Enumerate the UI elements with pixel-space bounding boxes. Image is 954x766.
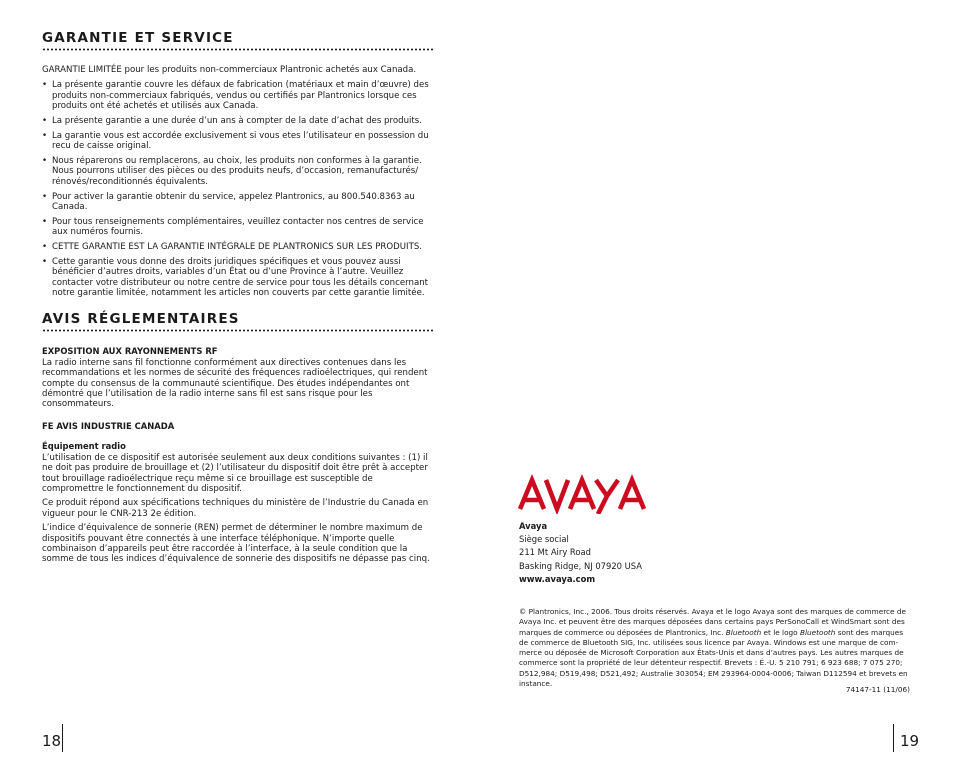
equipement-paragraph-2: Ce produit répond aux spécifications techniques du ministère de l’Industrie du Canada en vigueur pour le CNR-213 2e édition. <box>42 498 429 519</box>
page-divider-right <box>893 724 894 752</box>
avis-section <box>42 311 434 564</box>
logo-letter-v <box>546 480 568 509</box>
dotted-rule <box>42 329 434 332</box>
left-page <box>42 30 434 565</box>
rf-text: La radio interne sans fil fonctionne conformément aux directives contenues dans les recommandations et les normes de sécurité des fréquences radioélectriques, qui rendent compte du consensus de la communauté scientifique. Des études indépendantes ont démontré que l’utilisation de la radio interne sans fil est sans risque pour les consommateurs. <box>42 357 428 410</box>
avaya-logo-mark <box>520 480 644 514</box>
address-line: 211 Mt Airy Road <box>519 547 591 558</box>
website-link[interactable]: www.avaya.com <box>519 573 596 584</box>
avaya-logo <box>518 474 646 514</box>
list-item: • Nous réparerons ou remplacerons, au choix, les produits non conformes à la garantie. Nous pourrons utiliser des pièces ou des produits neufs, d’occasion, remanufacturés/ rénovés/reconditionnés équivalents. <box>42 156 422 187</box>
equipement-paragraph-1: L’utilisation de ce dispositif est autorisée seulement aux deux conditions suivantes : (1) il ne doit pas produire de brouillage et (2) l’utilisateur du dispositif doit être prêt à accepter tout brouillage radioélectrique reçu même si ce brouillage est susceptible de compromettre le fonctionnement du dispositif. <box>42 452 428 494</box>
page-divider-left <box>62 724 63 752</box>
address-line: Siège social <box>519 534 569 545</box>
logo-letter-y <box>596 480 618 514</box>
list-item: • La présente garantie a une durée d’un ans à compter de la date d’achat des produits. <box>42 116 422 127</box>
list-item: • CETTE GARANTIE EST LA GARANTIE INTÉGRALE DE PLANTRONICS SUR LES PRODUITS. <box>42 242 423 253</box>
legal-notice: © Plantronics, Inc., 2006. Tous droits réservés. Avaya et le logo Avaya sont des marques de commerce de Avaya Inc. et peuvent être des marques déposées dans certains pays PerSonoCall et WindSmart sont des marques de commerce ou déposées de Plantronics, Inc. Bluetooth et le logo Bluetooth sont des marques de commerce de Bluetooth SIG, Inc. utilisées sous licence par Avaya. Windows est une marque de com-merce ou déposée de Microsoft Corporation aux États-Unis et dans d’autres pays. Les autres marques de commerce sont la propriété de leur détenteur respectif. Brevets : É.-U. 5 210 791; 6 923 688; 7 075 270; D512,984; D519,498; D521,492; Australie 303054; EM 293964-0004-0006; Taiwan D112594 et brevets en instance. <box>519 607 908 689</box>
rf-heading: EXPOSITION AUX RAYONNEMENTS RF <box>42 346 218 357</box>
address-line: Basking Ridge, NJ 07920 USA <box>519 560 642 571</box>
equipement-heading: Équipement radio <box>42 441 126 452</box>
company-name: Avaya <box>519 521 548 531</box>
list-item: • Cette garantie vous donne des droits juridiques spécifiques et vous pouvez aussi bénéficier d’autres droits, variables d’un État ou d’une Province à l’autre. Veuillez contacter votre distributeur ou notre centre de service pour tous les détails concernant notre garantie limitée, notamment les articles non couverts par cette garantie limitée. <box>42 256 429 299</box>
fe-heading: FE AVIS INDUSTRIE CANADA <box>42 420 175 431</box>
page-number-right: 19 <box>900 732 920 750</box>
dotted-rule <box>42 48 434 51</box>
avis-heading: AVIS RÉGLEMENTAIRES <box>42 311 240 328</box>
list-item: • Pour activer la garantie obtenir du service, appelez Plantronics, au 800.540.8363 au Canada. <box>42 191 415 213</box>
list-item: • La présente garantie couvre les défaux de fabrication (matériaux et main d’œuvre) des produits non-commerciaux fabriqués, vendus ou certifiés par Plantronics lorsque ces produits ont été achetés et utilisés aux Canada. <box>42 80 429 112</box>
document-code: 74147-11 (11/06) <box>845 685 910 694</box>
garantie-heading: GARANTIE ET SERVICE <box>42 30 234 46</box>
list-item: • Pour tous renseignements complémentaires, veuillez contacter nos centres de service aux numéros fournis. <box>42 216 424 238</box>
garantie-intro: GARANTIE LIMITÉE pour les produits non-commerciaux Plantronic achetés aux Canada. <box>42 65 417 75</box>
logo-letter-a2 <box>570 480 594 509</box>
logo-letter-a3 <box>620 480 644 509</box>
garantie-bullet-list <box>42 80 434 298</box>
list-item: • La garantie vous est accordée exclusivement si vous etes l’utilisateur en possession du recu de caisse original. <box>42 130 429 152</box>
equipement-paragraph-3: L’indice d’équivalence de sonnerie (REN) permet de déterminer le nombre maximum de dispositifs pouvant être connectés à une interface téléphonique. N’importe quelle combinaison d’appareils peut être raccordée à l’interface, à la seule condition que la somme de tous les indices d’équivalence de sonnerie des dispositifs ne dépasse pas cinq. <box>42 523 430 565</box>
logo-letter-a1 <box>520 480 544 509</box>
contact-block <box>519 520 642 586</box>
page-number-left: 18 <box>42 732 62 750</box>
